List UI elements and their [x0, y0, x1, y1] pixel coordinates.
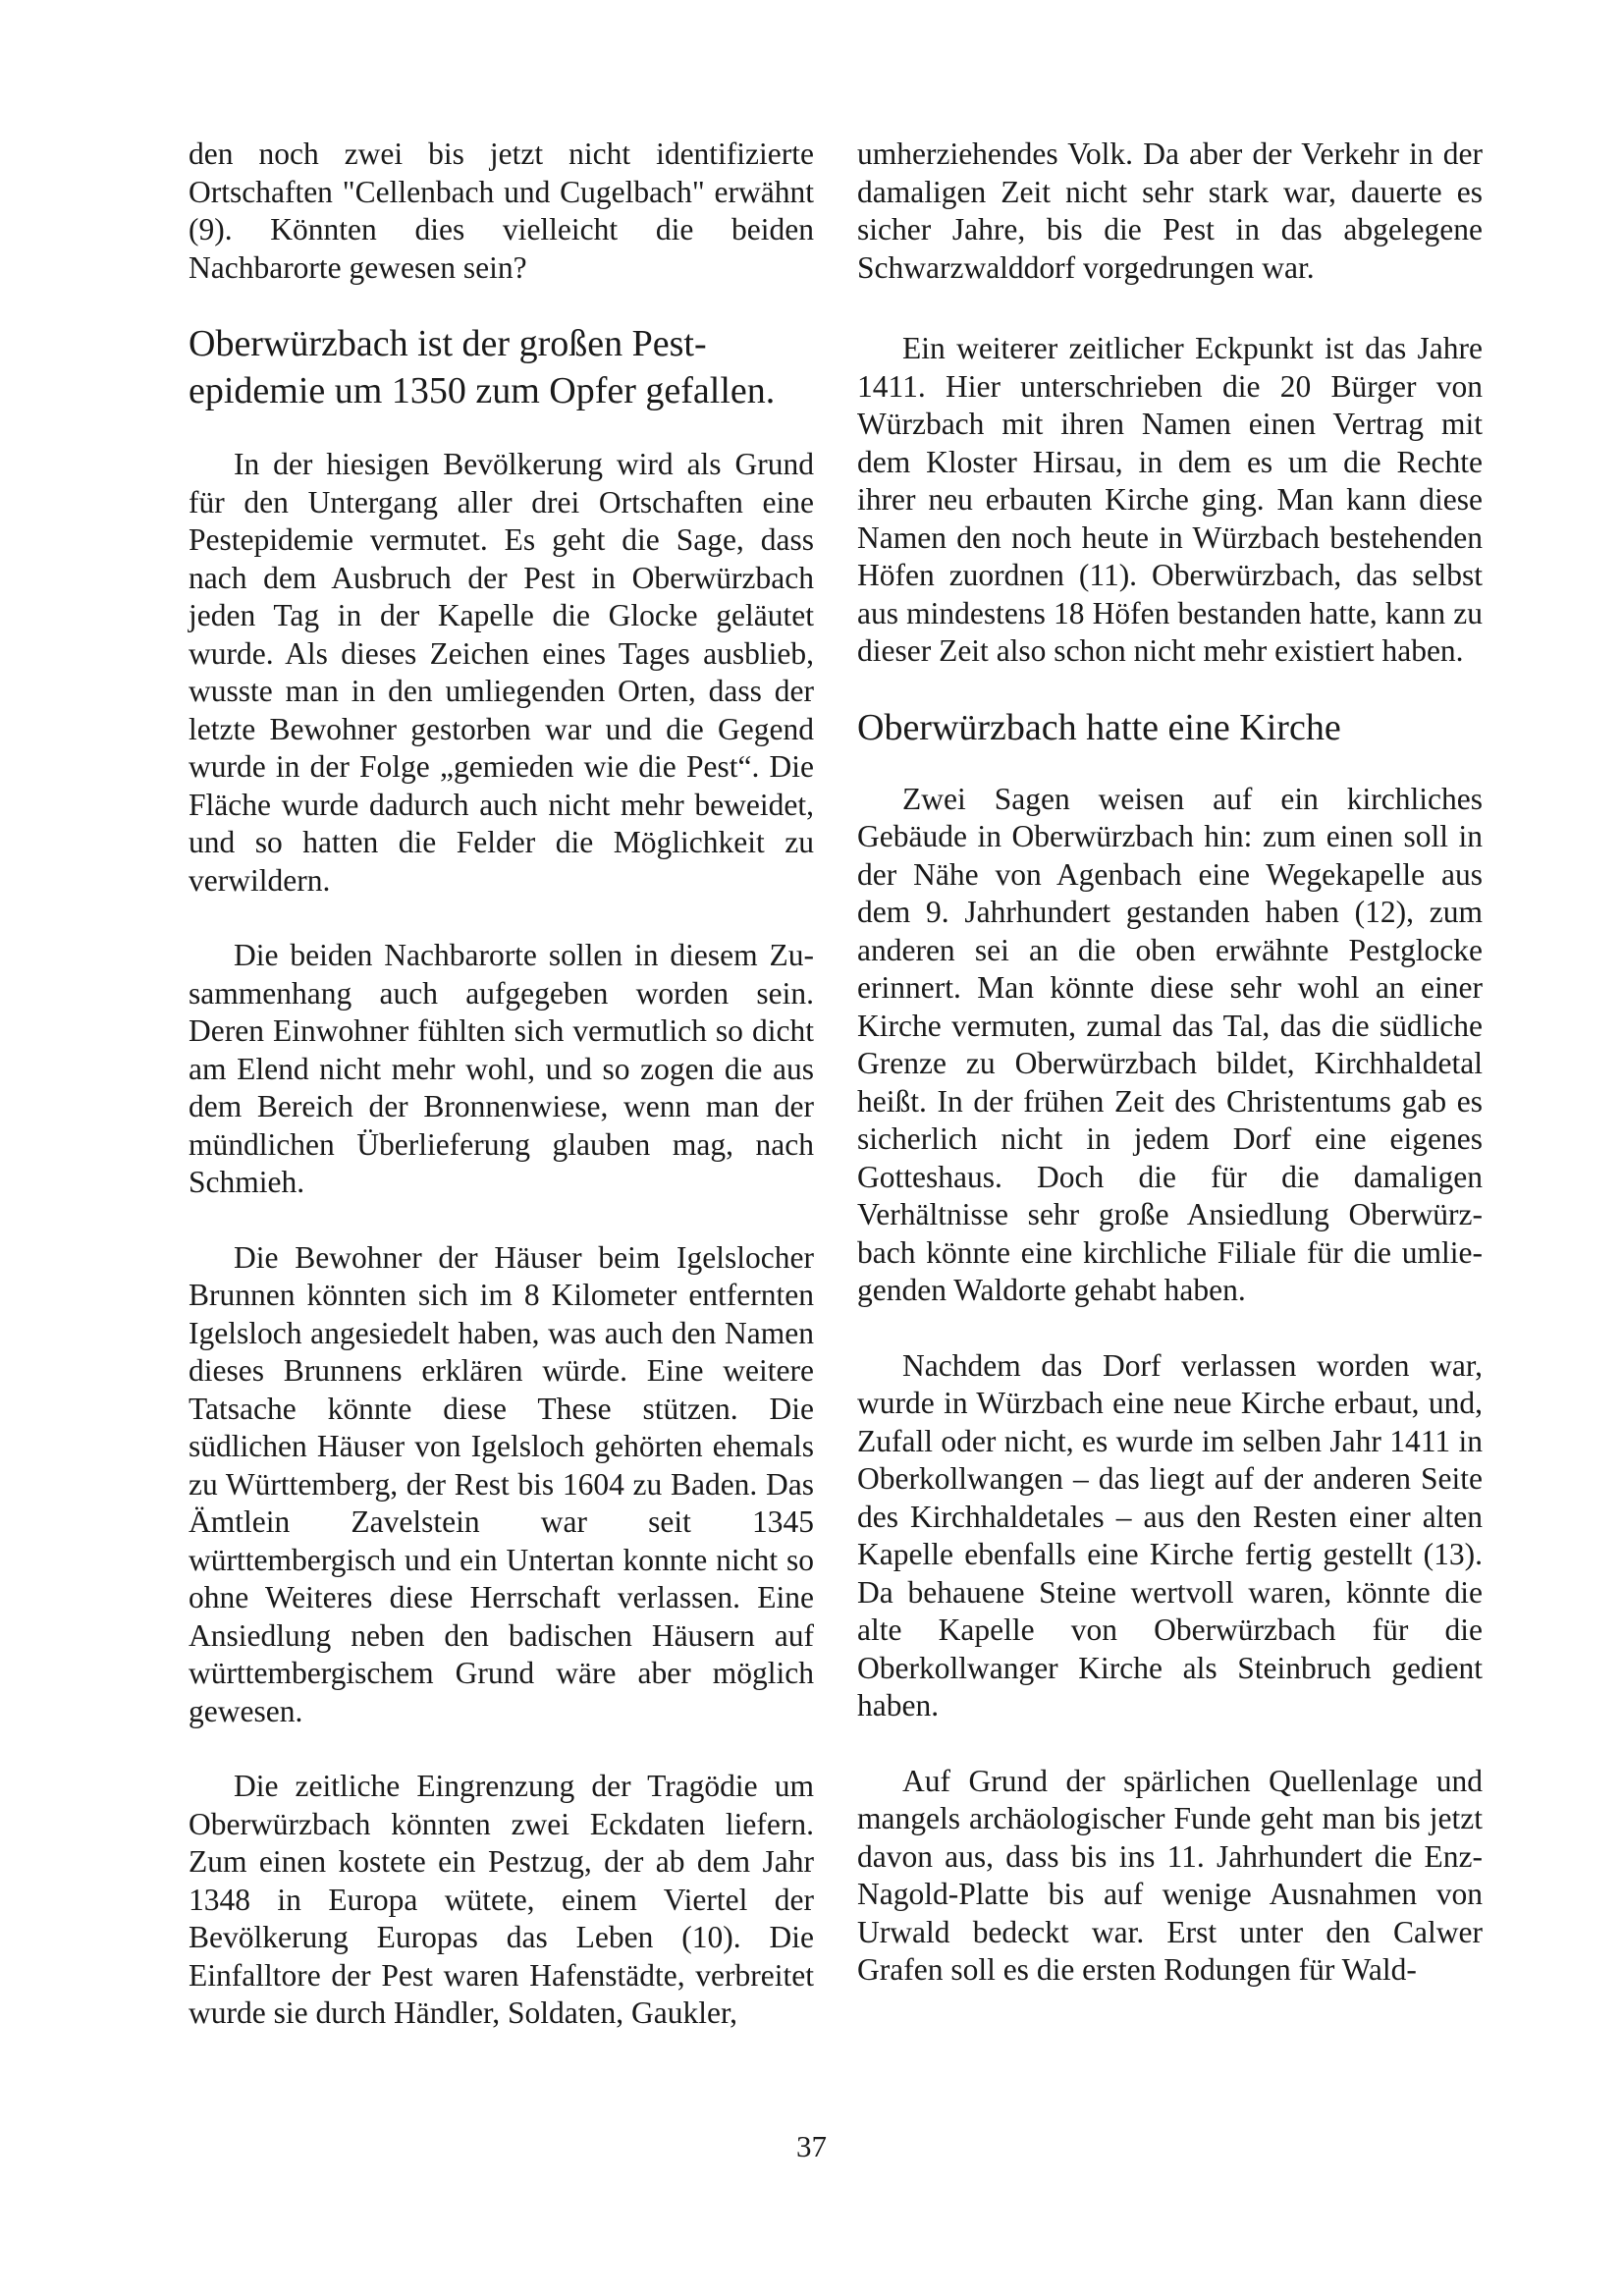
paragraph-continuation-right: umherziehendes Volk. Da aber der Verkehr in der damaligen Zeit nicht sehr stark war, dauerte es sicher Jahre, bis die Pest in das abgelegene Schwarzwalddorf vorgedrungen war. — [857, 137, 1483, 285]
page-number: 37 — [796, 2129, 827, 2163]
paragraph-quellenlage: Auf Grund der spärlichen Quellenlage und mangels archäologischer Funde geht man bis jetzt davon aus, dass bis ins 11. Jahrhundert die Enz-Nagold-Platte bis auf wenige Ausnahmen von Urwald bedeckt war. Erst unter den Calwer Grafen soll es die ersten Rodungen für Wald- — [857, 1763, 1483, 1987]
left-column — [189, 136, 814, 2033]
section-heading-pest: Oberwürzbach ist der großen Pestepidemie um 1350 zum Opfer gefallen. — [189, 323, 776, 411]
paragraph-pest-sage: In der hiesigen Bevölkerung wird als Grund für den Untergang aller drei Ortschaften eine Pestepidemie vermutet. Es geht die Sage, dass nach dem Ausbruch der Pest in Oberwürzbach jeden Tag in der Kapelle die Glocke geläutet wurde. Als dieses Zeichen eines Tages ausblieb, wusste man in den umliegenden Orten, dass der letzte Bewohner gestorben war und die Gegend wurde in der Folge „gemieden wie die Pest“. Die Fläche wurde dadurch auch nicht mehr beweidet, und so hatten die Felder die Möglichkeit zu verwildern. — [189, 447, 814, 898]
paragraph-eingrenzung: Die zeitliche Eingrenzung der Tragödie um Oberwürzbach könnten zwei Eckdaten liefern. Zum einen kostete ein Pestzug, der ab dem Jahr 1348 in Europa wütete, einem Viertel der Bevölkerung Europas das Leben (10). Die Einfalltore der Pest waren Hafenstädte, verbreitet wurde sie durch Händler, Soldaten, Gaukler, — [189, 1769, 814, 2030]
paragraph-eckpunkt-1411: Ein weiterer zeitlicher Eckpunkt ist das Jahre 1411. Hier unterschrieben die 20 Bürger von Würzbach mit ihren Namen einen Vertrag mit dem Kloster Hirsau, in dem es um die Rechte ihrer neu erbauten Kirche ging. Man kann diese Namen den noch heute in Würzbach bestehenden Höfen zuordnen (11). Oberwürzbach, das selbst aus mindestens 18 Höfen bestanden hatte, kann zu dieser Zeit also schon nicht mehr existiert haben. — [857, 331, 1483, 668]
paragraph-nachbarorte: Die beiden Nachbarorte sollen in diesem Zusammenhang auch aufgegeben worden sein. Deren Einwohner fühlten sich vermutlich so dicht am Elend nicht mehr wohl, und so zogen die aus dem Bereich der Bronnenwiese, wenn man der mündlichen Überlieferung glauben mag, nach Schmieh. — [189, 938, 814, 1199]
paragraph-sagen-kirche: Zwei Sagen weisen auf ein kirchliches Gebäude in Oberwürzbach hin: zum einen soll in der Nähe von Agenbach eine Wegekapelle aus dem 9. Jahrhundert gestanden haben (12), zum anderen sei an die oben erwähnte Pestglocke erinnert. Man könnte diese sehr wohl an einer Kirche vermuten, zumal das Tal, das die südliche Grenze zu Oberwürzbach bildet, Kirchhaldetal heißt. In der frühen Zeit des Christentums gab es sicherlich nicht in jedem Dorf eine eigenes Gotteshaus. Doch die für die damaligen Verhältnisse sehr große Ansiedlung Oberwürzbach könnte eine kirchliche Filiale für die umliegenden Waldorte gehabt haben. — [857, 781, 1483, 1307]
paragraph-igelsloch: Die Bewohner der Häuser beim Igelslocher Brunnen könnten sich im 8 Kilometer entfernten Igelsloch angesiedelt haben, was auch den Namen dieses Brunnens erklären würde. Eine weitere Tatsache könnte diese These stützen. Die südlichen Häuser von Igelsloch gehörten ehemals zu Württemberg, der Rest bis 1604 zu Baden. Das Ämtlein Zavelstein war seit 1345 württembergisch und ein Untertan konnte nicht so ohne Weiteres diese Herrschaft verlassen. Eine Ansiedlung neben den badischen Häusern auf württembergischem Grund wäre aber möglich gewesen. — [189, 1239, 814, 1728]
paragraph-neue-kirche: Nachdem das Dorf verlassen worden war, wurde in Würzbach eine neue Kirche erbaut, und, Zufall oder nicht, es wurde im selben Jahr 1411 in Oberkollwangen – das liegt auf der anderen Seite des Kirchhaldetales – aus den Resten einer alten Kapelle ebenfalls eine Kirche fertig gestellt (13). Da behauene Steine wertvoll waren, könnte die alte Kapelle von Oberwürzbach für die Oberkollwanger Kirche als Steinbruch gedient haben. — [857, 1347, 1483, 1722]
section-heading-kirche: Oberwürzbach hatte eine Kirche — [857, 706, 1341, 748]
paragraph-continuation: den noch zwei bis jetzt nicht identifizierte Ortschaften "Cellenbach und Cugelbach" erwähnt (9). Könnten dies vielleicht die beiden Nachbarorte gewesen sein? — [189, 137, 814, 285]
right-column — [857, 136, 1483, 1990]
